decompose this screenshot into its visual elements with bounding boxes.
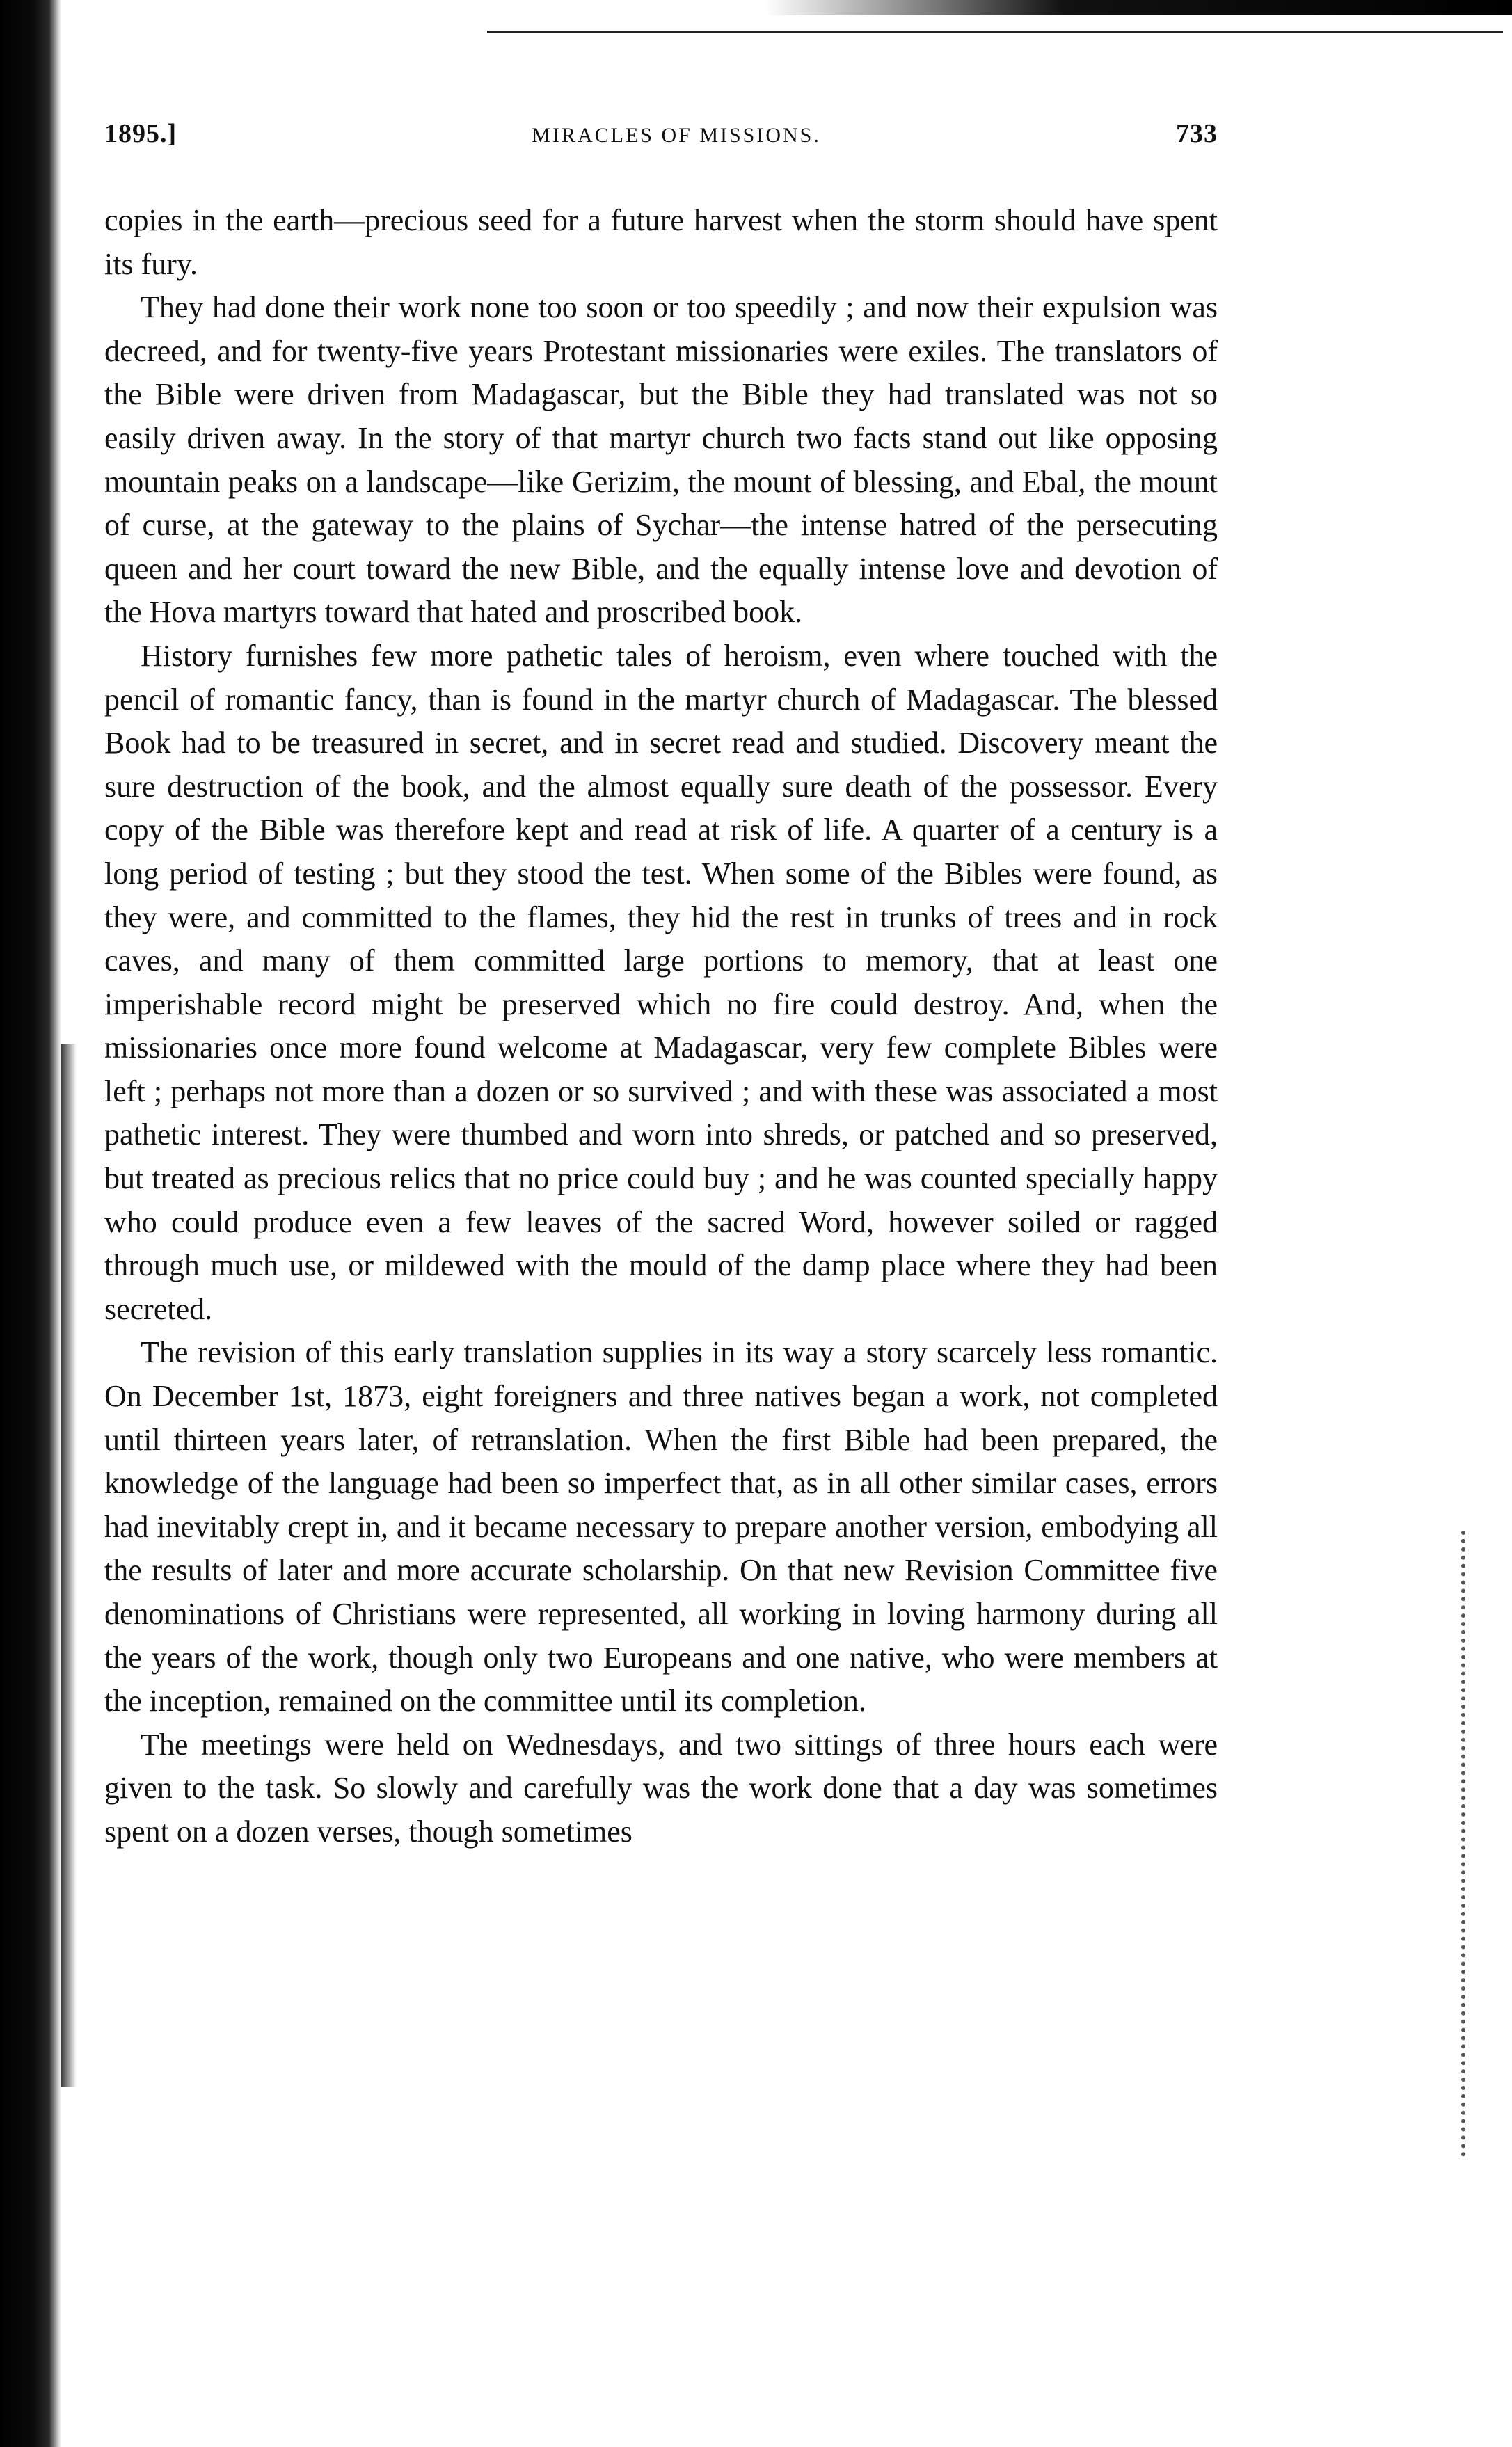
- paragraph: History furnishes few more pathetic tales of heroism, even where touched with the pencil of romantic fancy, than is found in the martyr church of Madagascar. The blessed Book had to be treasured in secret, and in secret read and studied. Discovery meant the sure destruction of the book, and the almost equally sure death of the possessor. Every copy of the Bible was therefore kept and read at risk of life. A quarter of a century is a long period of testing ; but they stood the test. When some of the Bibles were found, as they were, and committed to the flames, they hid the rest in trunks of trees and in rock caves, and many of them committed large portions to memory, that at least one imperishable record might be preserved which no fire could destroy. And, when the missionaries once more found welcome at Madagascar, very few complete Bibles were left ; perhaps not more than a dozen or so survived ; and with these was associated a most pathetic interest. They were thumbed and worn into shreds, or patched and so preserved, but treated as precious relics that no price could buy ; and he was counted specially happy who could produce even a few leaves of the sacred Word, however soiled or ragged through much use, or mildewed with the mould of the damp place where they had been secreted.: [104, 638, 1218, 1326]
- scan-binding-edge: [0, 0, 61, 2447]
- header-title: MIRACLES OF MISSIONS.: [532, 124, 821, 147]
- scan-edge-top: [765, 0, 1512, 15]
- running-head: [104, 118, 1218, 160]
- paragraph: The meetings were held on Wednesdays, and two sittings of three hours each were given to the task. So slowly and carefully was the work done that a day was sometimes spent on a dozen verses, though sometimes: [104, 1727, 1218, 1849]
- scan-rule-top: [487, 31, 1503, 33]
- scan-margin-specks: [1461, 1531, 1478, 2157]
- book-page: [104, 118, 1218, 1854]
- scan-binding-shadow: [61, 1044, 77, 2087]
- body-text: [104, 199, 1218, 1854]
- header-page-number: 733: [1175, 119, 1218, 148]
- paragraph: copies in the earth—precious seed for a future harvest when the storm should have spent its fury.: [104, 203, 1218, 281]
- paragraph: They had done their work none too soon or too speedily ; and now their expulsion was decreed, and for twenty-five years Protestant missionaries were exiles. The translators of the Bible were driven from Madagascar, but the Bible they had translated was not so easily driven away. In the story of that martyr church two facts stand out like opposing mountain peaks on a landscape—like Gerizim, the mount of blessing, and Ebal, the mount of curse, at the gateway to the plains of Sychar—the intense hatred of the persecuting queen and her court toward the new Bible, and the equally intense love and devotion of the Hova martyrs toward that hated and proscribed book.: [104, 290, 1218, 630]
- paragraph: The revision of this early translation supplies in its way a story scarcely less romantic. On December 1st, 1873, eight foreigners and three natives began a work, not completed until thirteen years later, of retranslation. When the first Bible had been prepared, the knowledge of the language had been so imperfect that, as in all other similar cases, errors had inevitably crept in, and it became necessary to prepare another version, embodying all the results of later and more accurate scholarship. On that new Revision Committee five denominations of Christians were represented, all working in loving harmony during all the years of the work, though only two Europeans and one native, who were members at the inception, remained on the committee until its completion.: [104, 1335, 1218, 1719]
- header-year: 1895.]: [104, 119, 177, 148]
